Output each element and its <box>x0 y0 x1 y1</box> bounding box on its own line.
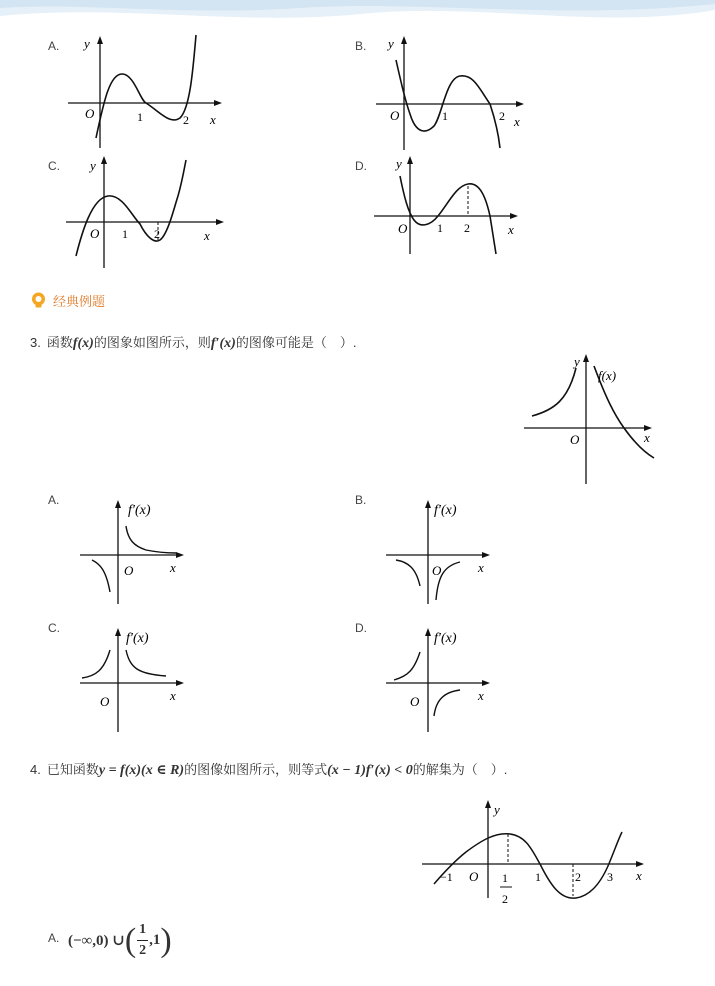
graph-option-a <box>60 30 230 150</box>
graph-q3-option-b <box>382 496 502 608</box>
question-text: 的图像如图所示，则等式 <box>184 762 328 777</box>
graph-option-c <box>60 152 230 272</box>
graph-q3-option-c <box>76 624 196 736</box>
origin-label: O <box>90 226 100 241</box>
graph-option-b <box>368 30 538 155</box>
question-text: 的解集为（ ）. <box>412 762 508 777</box>
tick-label: 1 <box>442 109 448 123</box>
math-expression: f′(x) <box>210 336 236 351</box>
function-label: f′(x) <box>128 503 151 518</box>
question-3 <box>30 332 356 352</box>
question-text: 的图像可能是（ ）. <box>235 335 357 350</box>
q4-option-label-a: A. <box>48 931 60 945</box>
function-label: f(x) <box>598 368 617 383</box>
question-4 <box>30 759 507 779</box>
fraction <box>137 922 148 959</box>
tick-label: 1 <box>437 221 443 235</box>
tick-label: 2 <box>154 227 160 241</box>
origin-label: O <box>85 106 95 121</box>
y-axis-label: y <box>574 354 580 369</box>
y-axis-label: y <box>388 36 394 51</box>
y-axis-label: y <box>494 802 500 817</box>
tick-label: 1 <box>137 110 143 124</box>
function-label: f′(x) <box>434 631 457 646</box>
option-label-b: B. <box>355 39 367 53</box>
section-heading <box>30 291 105 310</box>
option-label-d: D. <box>355 159 367 173</box>
x-axis-label: x <box>204 228 210 243</box>
tick-label: 1 <box>535 870 541 884</box>
q3-option-label-d: D. <box>355 621 367 635</box>
origin-label: O <box>390 108 400 123</box>
tick-label: −1 <box>440 870 453 884</box>
tick-label-half-numerator: 1 <box>502 871 508 885</box>
x-axis-label: x <box>170 688 176 703</box>
option-label-c: C. <box>48 159 60 173</box>
x-axis-label: x <box>644 430 650 445</box>
q3-option-label-a: A. <box>48 493 60 507</box>
origin-label: O <box>570 432 580 447</box>
interval-tail: ,1 <box>149 932 161 948</box>
question-number: 3. <box>30 335 41 350</box>
x-axis-label: x <box>514 114 520 129</box>
option-label-a: A. <box>48 39 60 53</box>
q3-option-label-b: B. <box>355 493 367 507</box>
section-title: 经典例题 <box>53 294 106 309</box>
left-paren: ( <box>124 921 137 959</box>
x-axis-label: x <box>636 868 642 883</box>
origin-label: O <box>432 563 442 578</box>
origin-label: O <box>410 694 420 709</box>
q3-option-label-c: C. <box>48 621 60 635</box>
origin-label: O <box>100 694 110 709</box>
tick-label: 3 <box>607 870 613 884</box>
origin-label: O <box>124 563 134 578</box>
function-label: f′(x) <box>126 631 149 646</box>
y-axis-label: y <box>396 156 402 171</box>
tick-label: 2 <box>464 221 470 235</box>
question-text: 已知函数 <box>46 762 99 777</box>
right-paren: ) <box>160 921 172 959</box>
x-axis-label: x <box>210 112 216 127</box>
graph-q3-option-a <box>76 496 196 608</box>
lightbulb-icon <box>30 292 47 309</box>
fraction-numerator: 1 <box>139 922 147 937</box>
origin-label: O <box>398 221 408 236</box>
math-expression: y = f(x)(x ∈ R) <box>98 763 185 778</box>
graph-question-3-fx <box>520 348 660 488</box>
y-axis-label: y <box>84 36 90 51</box>
tick-label: 2 <box>499 109 505 123</box>
tick-label: 2 <box>183 113 189 127</box>
fraction-denominator: 2 <box>139 943 147 958</box>
interval-part: (−∞,0) ∪ <box>68 933 125 949</box>
tick-label: 1 <box>122 227 128 241</box>
math-expression: f(x) <box>72 336 94 351</box>
q4-option-a-expression <box>68 922 172 959</box>
question-text: 函数 <box>46 335 73 350</box>
graph-option-d <box>368 152 538 262</box>
origin-label: O <box>469 869 479 884</box>
graph-q3-option-d <box>382 624 502 736</box>
function-label: f′(x) <box>434 503 457 518</box>
question-number: 4. <box>30 762 41 777</box>
y-axis-label: y <box>90 158 96 173</box>
header-wave-decoration <box>0 0 715 28</box>
tick-label-half-denominator: 2 <box>502 892 508 906</box>
x-axis-label: x <box>478 688 484 703</box>
x-axis-label: x <box>508 222 514 237</box>
x-axis-label: x <box>170 560 176 575</box>
graph-question-4-fx <box>418 792 658 916</box>
tick-label: 2 <box>575 870 581 884</box>
question-text: 的图象如图所示，则 <box>93 335 211 350</box>
x-axis-label: x <box>478 560 484 575</box>
math-expression: (x − 1)f′(x) < 0 <box>327 763 413 778</box>
